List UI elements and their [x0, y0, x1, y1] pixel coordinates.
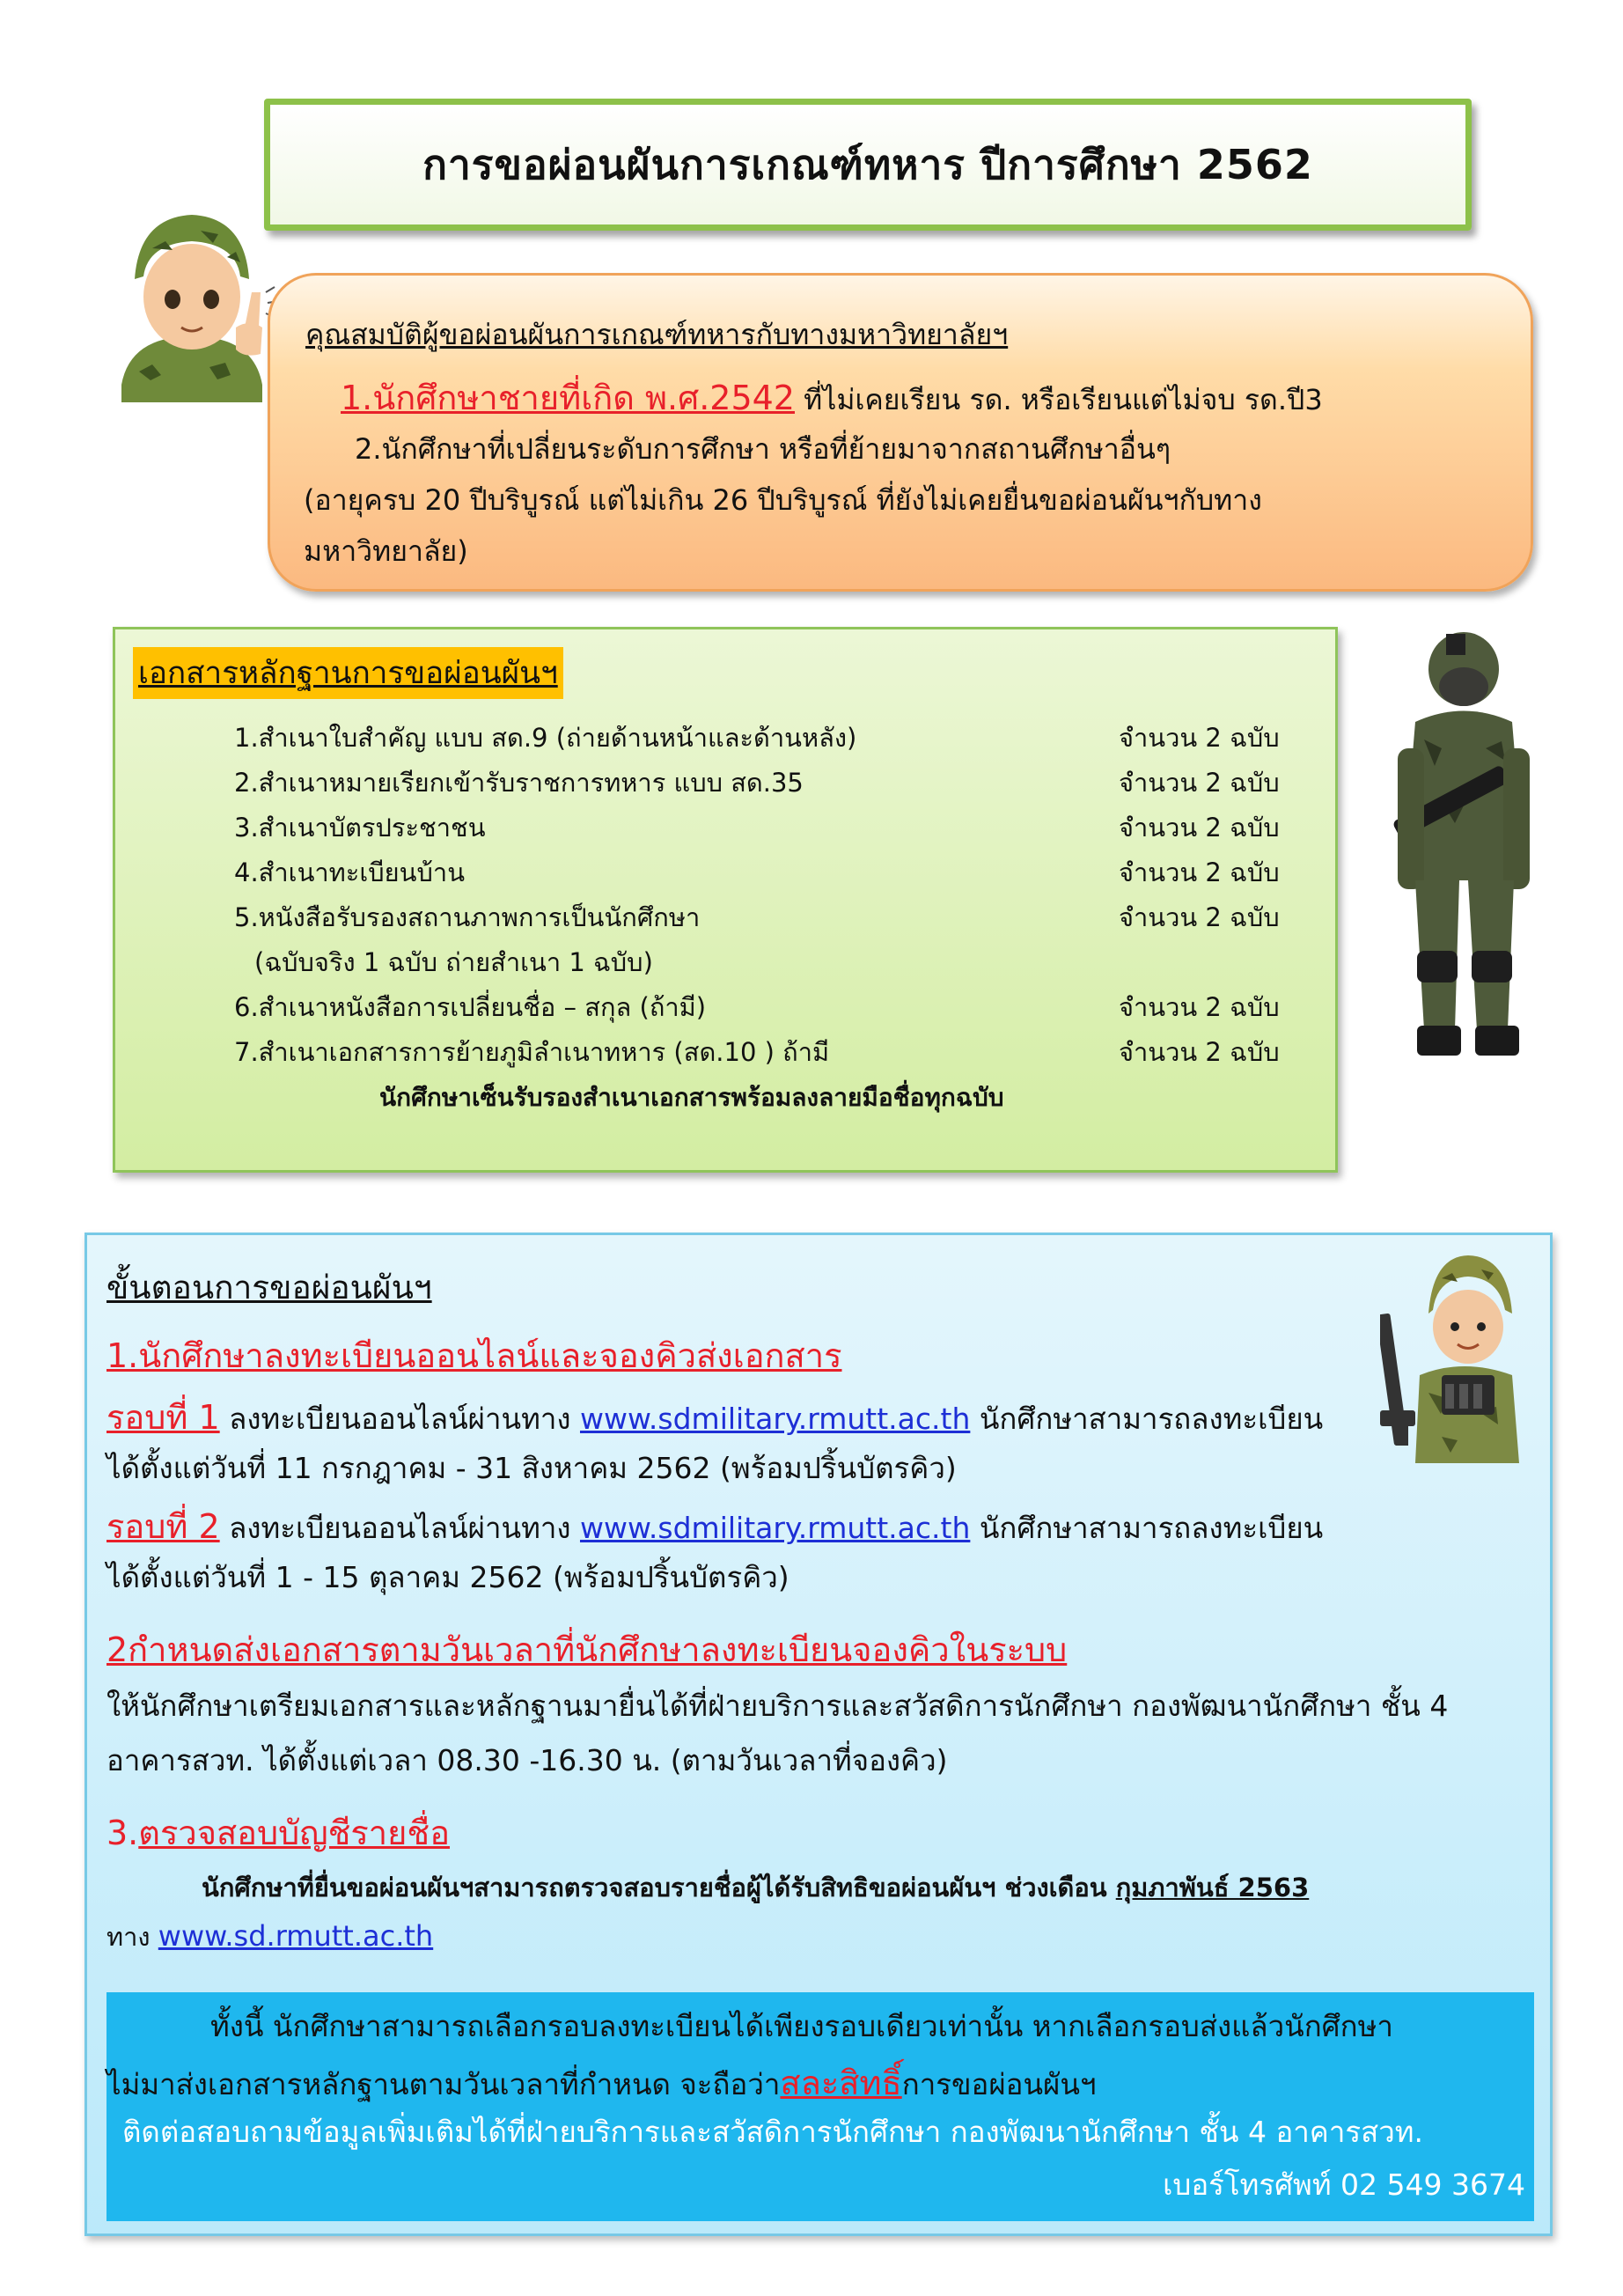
- document-quantity: จำนวน 2 ฉบับ: [1119, 1037, 1280, 1067]
- documents-box: [113, 627, 1338, 1173]
- notice-line-2-end: การขอผ่อนผันฯ: [901, 2067, 1097, 2101]
- document-quantity: จำนวน 2 ฉบับ: [1119, 723, 1280, 753]
- notice-line-2: [106, 2056, 1097, 2109]
- qualification-note-line-1: (อายุครบ 20 ปีบริบูรณ์ แต่ไม่เกิน 26 ปีบริบูรณ์ ที่ยังไม่เคยยื่นขอผ่อนผันฯกับทาง: [304, 483, 1262, 517]
- qualification-item-2: 2.นักศึกษาที่เปลี่ยนระดับการศึกษา หรือที่ย้ายมาจากสถานศึกษาอื่นๆ: [355, 432, 1171, 466]
- cartoon-soldier-rifle-image: [1380, 1243, 1547, 1463]
- round-2-registration-link[interactable]: www.sdmilitary.rmutt.ac.th: [579, 1511, 971, 1545]
- document-item: 7.สำเนาเอกสารการย้ายภูมิลำเนาทหาร (สด.10 ) ถ้ามี: [234, 1037, 830, 1067]
- forfeit-rights-text: สละสิทธิ์: [780, 2064, 902, 2102]
- document-quantity: จำนวน 2 ฉบับ: [1119, 813, 1280, 843]
- notice-contact-line: ติดต่อสอบถามข้อมูลเพิ่มเติมได้ที่ฝ่ายบริการและสวัสดิการนักศึกษา กองพัฒนานักศึกษา ชั้น 4 อาคารสวท.: [122, 2115, 1424, 2149]
- round-1-text: ลงทะเบียนออนไลน์ผ่านทาง: [219, 1402, 580, 1436]
- step-3-line-2: [106, 1917, 433, 1957]
- document-item: 4.สำเนาทะเบียนบ้าน: [234, 857, 466, 887]
- step-3-title-line: [106, 1806, 450, 1859]
- round-1-dates: ได้ตั้งแต่วันที่ 11 กรกฎาคม - 31 สิงหาคม 2562 (พร้อมปริ้นบัตรคิว): [106, 1451, 957, 1485]
- round-2-line: [106, 1499, 1323, 1553]
- notice-line-1: ทั้งนี้ นักศึกษาสามารถเลือกรอบลงทะเบียนได้เพียงรอบเดียวเท่านั้น หากเลือกรอบส่งแล้วนักศึกษา: [210, 2009, 1393, 2043]
- round-2-tail: นักศึกษาสามารถลงทะเบียน: [970, 1511, 1324, 1545]
- armed-soldier-image: [1362, 616, 1565, 1074]
- step-2-line-1: ให้นักศึกษาเตรียมเอกสารและหลักฐานมายื่นได้ที่ฝ่ายบริการและสวัสดิการนักศึกษา กองพัฒนานักศึกษา ชั้น 4: [106, 1689, 1449, 1723]
- document-item-note: (ฉบับจริง 1 ฉบับ ถ่ายสำเนา 1 ฉบับ): [254, 947, 653, 977]
- steps-heading: ขั้นตอนการขอผ่อนผันฯ: [106, 1269, 432, 1306]
- step-3-via: ทาง: [106, 1922, 158, 1952]
- round-2-text: ลงทะเบียนออนไลน์ผ่านทาง: [219, 1511, 580, 1545]
- step-3-text: นักศึกษาที่ยื่นขอผ่อนผันฯสามารถตรวจสอบรายชื่อผู้ได้รับสิทธิขอผ่อนผันฯ ช่วงเดือน: [202, 1873, 1116, 1902]
- notice-line-2-start: ไม่มาส่งเอกสารหลักฐานตามวันเวลาที่กำหนด จะถือว่า: [106, 2067, 781, 2101]
- cartoon-soldier-pointing-image: [104, 195, 280, 402]
- document-item: 5.หนังสือรับรองสถานภาพการเป็นนักศึกษา: [234, 902, 701, 932]
- round-1-tail: นักศึกษาสามารถลงทะเบียน: [970, 1402, 1324, 1436]
- document-item: 2.สำเนาหมายเรียกเข้ารับราชการทหาร แบบ สด.35: [234, 768, 804, 798]
- notice-phone-line: เบอร์โทรศัพท์ 02 549 3674: [1163, 2167, 1525, 2202]
- round-1-label: รอบที่ 1: [106, 1398, 220, 1437]
- document-item: 3.สำเนาบัตรประชาชน: [234, 813, 486, 843]
- round-1-registration-link[interactable]: www.sdmilitary.rmutt.ac.th: [579, 1402, 971, 1436]
- documents-heading: เอกสารหลักฐานการขอผ่อนผันฯ: [133, 647, 563, 699]
- round-1-line: [106, 1390, 1323, 1444]
- title-banner: [264, 99, 1472, 231]
- document-quantity: จำนวน 2 ฉบับ: [1119, 902, 1280, 932]
- steps-box: [84, 1233, 1553, 2236]
- qualifications-box: [268, 273, 1533, 592]
- step-1-title: 1.นักศึกษาลงทะเบียนออนไลน์และจองคิวส่งเอกสาร: [106, 1336, 842, 1375]
- qualification-birth-year: 1.นักศึกษาชายที่เกิด พ.ศ.2542: [341, 379, 795, 417]
- page-title: การขอผ่อนผันการเกณฑ์ทหาร ปีการศึกษา 2562: [422, 140, 1313, 188]
- qualification-item-1: [341, 371, 1323, 424]
- documents-footer-note: นักศึกษาเซ็นรับรองสำเนาเอกสารพร้อมลงลายมือชื่อทุกฉบับ: [379, 1083, 1004, 1112]
- step-3-line-1: [202, 1867, 1309, 1908]
- document-item: 6.สำเนาหนังสือการเปลี่ยนชื่อ – สกุล (ถ้ามี): [234, 992, 707, 1022]
- step-2-title: 2กำหนดส่งเอกสารตามวันเวลาที่นักศึกษาลงทะเบียนจองคิวในระบบ: [106, 1630, 1068, 1669]
- document-quantity: จำนวน 2 ฉบับ: [1119, 857, 1280, 887]
- document-quantity: จำนวน 2 ฉบับ: [1119, 992, 1280, 1022]
- step-3-number: 3.: [106, 1814, 139, 1852]
- document-item: 1.สำเนาใบสำคัญ แบบ สด.9 (ถ่ายด้านหน้าและด้านหลัง): [234, 723, 857, 753]
- step-3-month: กุมภาพันธ์ 2563: [1115, 1873, 1310, 1902]
- results-check-link[interactable]: www.sd.rmutt.ac.th: [158, 1919, 434, 1953]
- notice-box: [106, 1992, 1534, 2221]
- document-quantity: จำนวน 2 ฉบับ: [1119, 768, 1280, 798]
- qualifications-heading: คุณสมบัติผู้ขอผ่อนผันการเกณฑ์ทหารกับทางมหาวิทยาลัยฯ: [305, 318, 1009, 351]
- round-2-dates: ได้ตั้งแต่วันที่ 1 - 15 ตุลาคม 2562 (พร้อมปริ้นบัตรคิว): [106, 1560, 789, 1594]
- qualification-note-line-2: มหาวิทยาลัย): [304, 534, 468, 568]
- round-2-label: รอบที่ 2: [106, 1507, 220, 1546]
- step-2-line-2: อาคารสวท. ได้ตั้งแต่เวลา 08.30 -16.30 น. (ตามวันเวลาที่จองคิว): [106, 1743, 948, 1777]
- step-3-title: ตรวจสอบบัญชีรายชื่อ: [138, 1814, 451, 1852]
- qualification-item-1-rest: ที่ไม่เคยเรียน รด. หรือเรียนแต่ไม่จบ รด.ปี3: [795, 383, 1323, 416]
